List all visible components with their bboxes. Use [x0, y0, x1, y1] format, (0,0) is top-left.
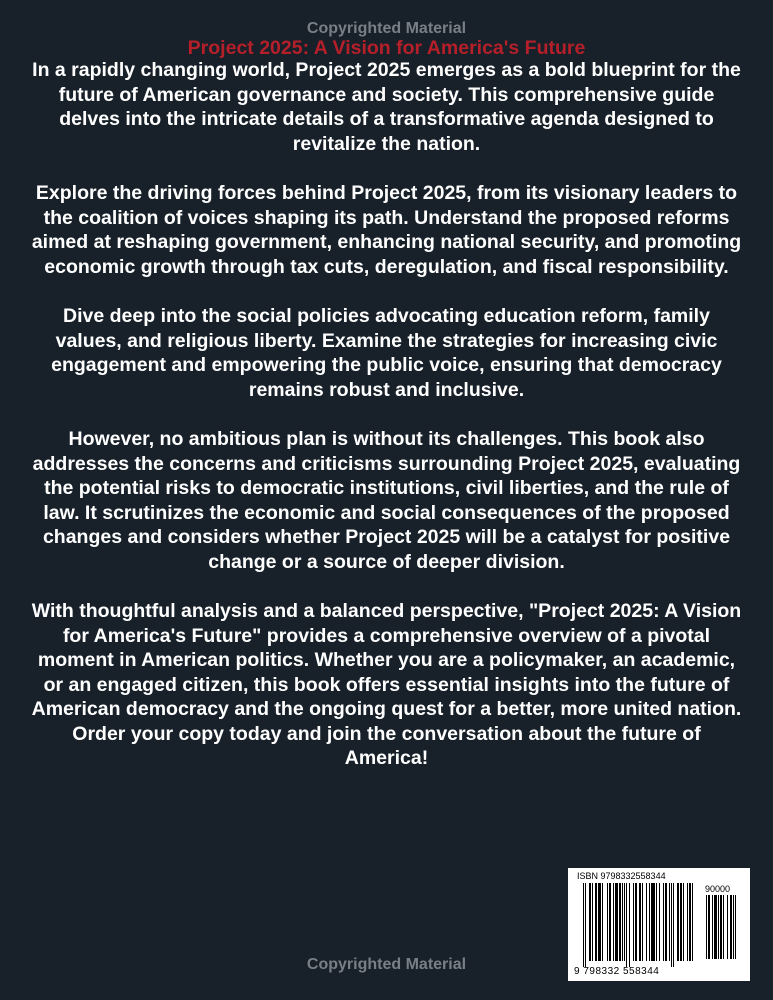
barcode-bar	[720, 895, 722, 959]
barcode-bar	[646, 883, 647, 961]
barcode-bar	[714, 895, 717, 959]
barcode-bar	[592, 883, 593, 961]
barcode-bar	[635, 883, 637, 961]
barcode-bar	[656, 883, 657, 961]
barcode-bar	[602, 883, 603, 961]
addon-barcode-bars-icon	[706, 895, 742, 965]
barcode-bar	[609, 883, 611, 961]
barcode-bar	[692, 883, 693, 961]
barcode-bar	[706, 895, 707, 959]
barcode-number: 9 798332 558344	[574, 966, 660, 977]
barcode-bar	[673, 883, 674, 967]
barcode-bar	[598, 883, 601, 961]
barcode-bar	[595, 883, 597, 961]
price-code: 90000	[705, 884, 731, 894]
barcode-bar	[727, 895, 728, 959]
blurb-paragraph-2: Explore the driving forces behind Project 2025, from its visionary leaders to the coalition of voices shaping its path. Understand the proposed reforms aimed at reshaping government, enhancing national security, and promoting economic growth through tax cuts, deregulation, and fiscal responsibility.	[31, 182, 742, 278]
barcode-bar	[708, 895, 710, 959]
isbn-label: ISBN 9798332558344	[577, 871, 666, 881]
barcode-bar	[589, 883, 591, 961]
barcode-bar	[615, 883, 618, 961]
barcode-bar	[733, 895, 734, 959]
barcode-bar	[622, 883, 623, 961]
barcode-bar	[639, 883, 641, 961]
barcode-bar	[712, 895, 713, 959]
barcode-bar	[663, 883, 664, 961]
barcode-bar	[665, 883, 667, 961]
book-title: Project 2025: A Vision for America's Future	[187, 37, 586, 59]
barcode-bar	[680, 883, 682, 961]
barcode-bar	[626, 883, 627, 967]
watermark-top: Copyrighted Material	[306, 20, 467, 37]
barcode-bar	[677, 883, 679, 961]
barcode-bar	[607, 883, 608, 961]
barcode-bar	[624, 883, 625, 961]
blurb-text	[30, 58, 743, 771]
blurb-paragraph-3: Dive deep into the social policies advocating education reform, family values, and religious liberty. Examine the strategies for increasing civic engagement and empowering the public voice, ensuring that democracy remains robust and inclusive.	[51, 305, 722, 401]
barcode-bar	[730, 895, 732, 959]
barcode-bar	[619, 883, 621, 961]
barcode-bar	[723, 895, 724, 959]
barcode-bar	[642, 883, 643, 961]
barcode-bar	[629, 883, 630, 967]
blurb-paragraph-4: However, no ambitious plan is without its challenges. This book also addresses the concerns and criticisms surrounding Project 2025, evaluating the potential risks to democratic institutions, civil liberties, and the rule of law. It scrutinizes the economic and social consequences of the proposed changes and considers whether Project 2025 will be a catalyst for positive change or a source of deeper division.	[32, 428, 741, 573]
barcode-bar	[633, 883, 634, 961]
barcode-bar	[689, 883, 691, 961]
barcode-bar	[669, 883, 670, 961]
blurb-paragraph-1: In a rapidly changing world, Project 2025 emerges as a bold blueprint for the future of American governance and society. This comprehensive guide delves into the intricate details of a transformative agenda designed to revitalize the nation.	[32, 59, 741, 155]
barcode-bar	[583, 883, 584, 967]
barcode-bar	[649, 883, 650, 961]
watermark-bottom: Copyrighted Material	[306, 956, 467, 973]
barcode-bar	[585, 883, 586, 967]
blurb-paragraph-5: With thoughtful analysis and a balanced perspective, "Project 2025: A Vision for America's Future" provides a comprehensive overview of a pivotal moment in American politics. Whether you are a policymaker, an academic, or an engaged citizen, this book offers essential insights into the future of American democracy and the ongoing quest for a better, more united nation.	[31, 600, 742, 720]
barcode-bar	[651, 883, 655, 961]
barcode-bars-icon	[583, 883, 701, 967]
barcode-bar	[718, 895, 719, 959]
barcode-bar	[659, 883, 660, 961]
barcode-bar	[613, 883, 614, 961]
barcode-bar	[687, 883, 688, 961]
barcode-bar	[671, 883, 672, 967]
barcode-bar	[683, 883, 684, 961]
barcode-bar	[735, 895, 736, 959]
blurb-call-to-action: Order your copy today and join the conversation about the future of America!	[72, 722, 701, 769]
